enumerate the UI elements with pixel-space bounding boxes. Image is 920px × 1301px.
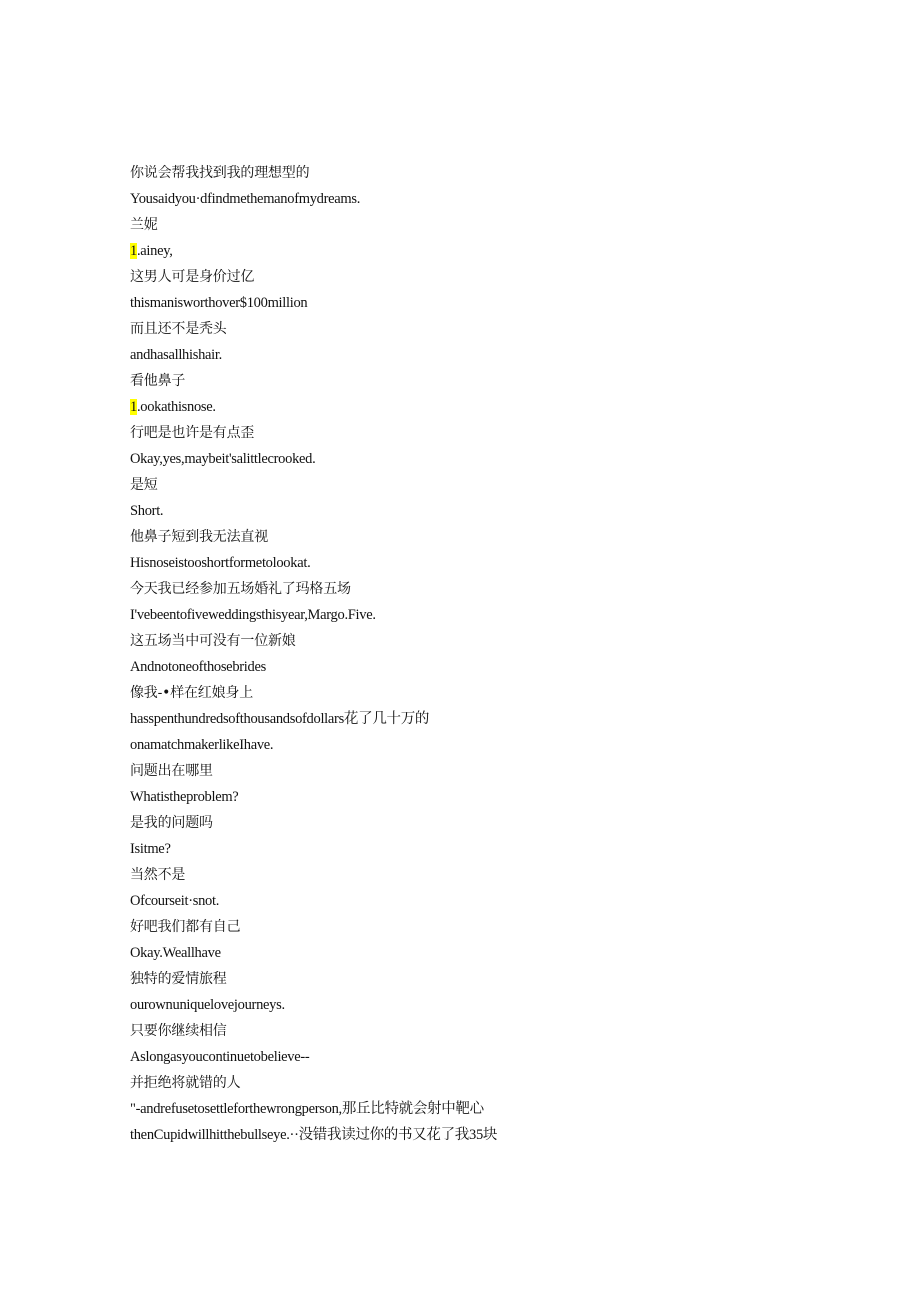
transcript-lines	[130, 160, 830, 1148]
line-text: ourownuniquelovejourneys.	[130, 997, 285, 1013]
line-text: 他鼻子短到我无法直视	[130, 529, 268, 545]
english-subtitle-line	[130, 394, 830, 420]
chinese-subtitle-line	[130, 1018, 830, 1044]
chinese-subtitle-line	[130, 472, 830, 498]
english-subtitle-line	[130, 290, 830, 316]
line-text: Isitme?	[130, 841, 171, 857]
line-text: 问题出在哪里	[130, 763, 213, 779]
line-text: Hisnoseistooshortformetolookat.	[130, 555, 311, 571]
chinese-subtitle-line	[130, 160, 830, 186]
english-subtitle-line	[130, 1044, 830, 1070]
english-subtitle-line	[130, 1096, 830, 1122]
chinese-subtitle-line	[130, 758, 830, 784]
english-subtitle-line	[130, 602, 830, 628]
chinese-subtitle-line	[130, 212, 830, 238]
line-text: Whatistheproblem?	[130, 789, 239, 805]
line-text: thismanisworthover$100million	[130, 295, 308, 311]
line-text: 像我-•样在红娘身上	[130, 685, 253, 701]
english-subtitle-line	[130, 836, 830, 862]
line-text: Yousaidyou·dfindmethemanofmydreams.	[130, 191, 361, 207]
english-subtitle-line	[130, 342, 830, 368]
english-subtitle-line	[130, 784, 830, 810]
english-subtitle-line	[130, 238, 830, 264]
chinese-subtitle-line	[130, 966, 830, 992]
line-text: 而且还不是秃头	[130, 321, 227, 337]
english-subtitle-line	[130, 992, 830, 1018]
line-text: thenCupidwillhitthebullseye.··没错我读过你的书又花了我35块	[130, 1127, 498, 1143]
line-text: 好吧我们都有自己	[130, 919, 241, 935]
english-subtitle-line	[130, 498, 830, 524]
line-text: 只要你继续相信	[130, 1023, 227, 1039]
line-text: 是我的问题吗	[130, 815, 213, 831]
line-text: 当然不是	[130, 867, 186, 883]
line-text: 看他鼻子	[130, 373, 186, 389]
chinese-subtitle-line	[130, 576, 830, 602]
chinese-subtitle-line	[130, 628, 830, 654]
line-text: 这五场当中可没有一位新娘	[130, 633, 296, 649]
chinese-subtitle-line	[130, 680, 830, 706]
line-text: Short.	[130, 503, 164, 519]
line-text: .ainey,	[136, 243, 173, 259]
chinese-subtitle-line	[130, 368, 830, 394]
chinese-subtitle-line	[130, 264, 830, 290]
line-text: 兰妮	[130, 217, 158, 233]
english-subtitle-line	[130, 732, 830, 758]
line-text: Ofcourseit·snot.	[130, 893, 220, 909]
line-text: Okay,yes,maybeit'salittlecrooked.	[130, 451, 316, 467]
line-text: I'vebeentofiveweddingsthisyear,Margo.Five.	[130, 607, 376, 623]
line-text: Aslongasyoucontinuetobelieve--	[130, 1049, 310, 1065]
chinese-subtitle-line	[130, 420, 830, 446]
english-subtitle-line	[130, 186, 830, 212]
line-text: 今天我已经参加五场婚礼了玛格五场	[130, 581, 351, 597]
chinese-subtitle-line	[130, 524, 830, 550]
english-subtitle-line	[130, 654, 830, 680]
chinese-subtitle-line	[130, 1070, 830, 1096]
chinese-subtitle-line	[130, 862, 830, 888]
line-text: andhasallhishair.	[130, 347, 222, 363]
line-text: 这男人可是身价过亿	[130, 269, 255, 285]
line-text: .ookathisnose.	[136, 399, 216, 415]
english-subtitle-line	[130, 550, 830, 576]
chinese-subtitle-line	[130, 316, 830, 342]
english-subtitle-line	[130, 706, 830, 732]
line-text: Andnotoneofthosebrides	[130, 659, 266, 675]
line-text: 独特的爱情旅程	[130, 971, 227, 987]
highlighted-text: 1	[130, 243, 137, 259]
english-subtitle-line	[130, 1122, 830, 1148]
line-text: "-andrefusetosettleforthewrongperson,那丘比特就会射中靶心	[130, 1101, 484, 1117]
line-text: 是短	[130, 477, 158, 493]
english-subtitle-line	[130, 446, 830, 472]
english-subtitle-line	[130, 940, 830, 966]
english-subtitle-line	[130, 888, 830, 914]
line-text: onamatchmakerlikeIhave.	[130, 737, 274, 753]
line-text: 行吧是也许是有点歪	[130, 425, 255, 441]
chinese-subtitle-line	[130, 914, 830, 940]
line-text: hasspenthundredsofthousandsofdollars花了几十万的	[130, 711, 430, 727]
highlighted-text: 1	[130, 399, 137, 415]
line-text: Okay.Weallhave	[130, 945, 221, 961]
line-text: 并拒绝将就错的人	[130, 1075, 241, 1091]
line-text: 你说会帮我找到我的理想型的	[130, 165, 310, 181]
chinese-subtitle-line	[130, 810, 830, 836]
